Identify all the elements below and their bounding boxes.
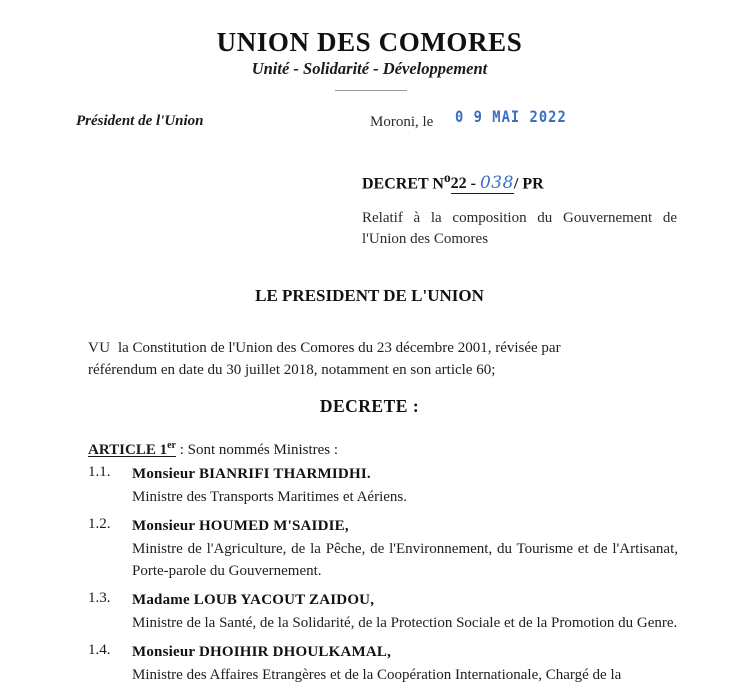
- header-divider: [335, 90, 407, 91]
- vu-paragraph: [88, 337, 678, 381]
- decree-suffix: / PR: [513, 175, 544, 193]
- page-title: UNION DES COMORES: [216, 27, 523, 57]
- minister-name: Monsieur BIANRIFI THARMIDHI.: [132, 466, 371, 482]
- decree-number-line: [362, 170, 544, 193]
- minister-role: Ministre des Transports Maritimes et Aériens.: [132, 489, 407, 505]
- authority-heading: LE PRESIDENT DE L'UNION: [255, 286, 484, 305]
- decree-subject: Relatif à la composition du Gouvernement de l'Union des Comores: [362, 210, 677, 247]
- minister-number: 1.2.: [88, 516, 111, 532]
- article-superscript: er: [167, 440, 176, 451]
- list-item: [0, 590, 739, 634]
- vu-text-line-1: la Constitution de l'Union des Comores du 23 décembre 2001, révisée par: [117, 340, 561, 356]
- minister-name: Madame LOUB YACOUT ZAIDOU,: [132, 592, 375, 608]
- minister-number: 1.3.: [88, 590, 111, 606]
- list-item: [0, 516, 739, 582]
- minister-body: [132, 464, 678, 508]
- date-stamp: 0 9 MAI 2022: [455, 107, 567, 126]
- vu-tag: VU: [88, 340, 111, 356]
- issuer-label: Président de l'Union: [76, 113, 204, 129]
- vu-text-line-2: référendum en date du 30 juillet 2018, notamment en son article 60;: [88, 362, 496, 378]
- article-line: [88, 440, 338, 459]
- decrete-heading: DECRETE :: [319, 396, 420, 416]
- minister-list: [0, 464, 739, 691]
- list-item: [0, 464, 739, 508]
- decree-number-handwritten: 038: [479, 173, 514, 194]
- decree-year: 22: [450, 175, 467, 193]
- minister-name: Monsieur DHOIHIR DHOULKAMAL,: [132, 644, 392, 660]
- minister-body: [132, 516, 678, 582]
- article-text: : Sont nommés Ministres :: [175, 442, 339, 458]
- minister-number: 1.4.: [88, 642, 111, 658]
- article-label: [88, 442, 176, 458]
- decree-prefix: DECRET N: [362, 175, 444, 193]
- article-label-text: ARTICLE 1: [88, 442, 168, 458]
- list-item: [0, 642, 739, 686]
- place-label: Moroni, le: [370, 114, 434, 130]
- decree-number-underlined: [451, 175, 514, 194]
- minister-body: [132, 642, 678, 686]
- national-motto: Unité - Solidarité - Développement: [251, 59, 488, 78]
- decree-dash: -: [470, 175, 476, 193]
- minister-number: 1.1.: [88, 464, 111, 480]
- minister-role: Ministre des Affaires Etrangères et de la Coopération Internationale, Chargé de la: [132, 667, 622, 683]
- minister-name: Monsieur HOUMED M'SAIDIE,: [132, 518, 349, 534]
- minister-body: [132, 590, 678, 634]
- minister-role: Ministre de la Santé, de la Solidarité, de la Protection Sociale et de la Promotion du Genre.: [132, 615, 678, 631]
- decree-ordinal: o: [443, 170, 451, 185]
- minister-role: Ministre de l'Agriculture, de la Pêche, de l'Environnement, du Tourisme et de l'Artisanat, Porte-parole du Gouvernement.: [132, 541, 678, 579]
